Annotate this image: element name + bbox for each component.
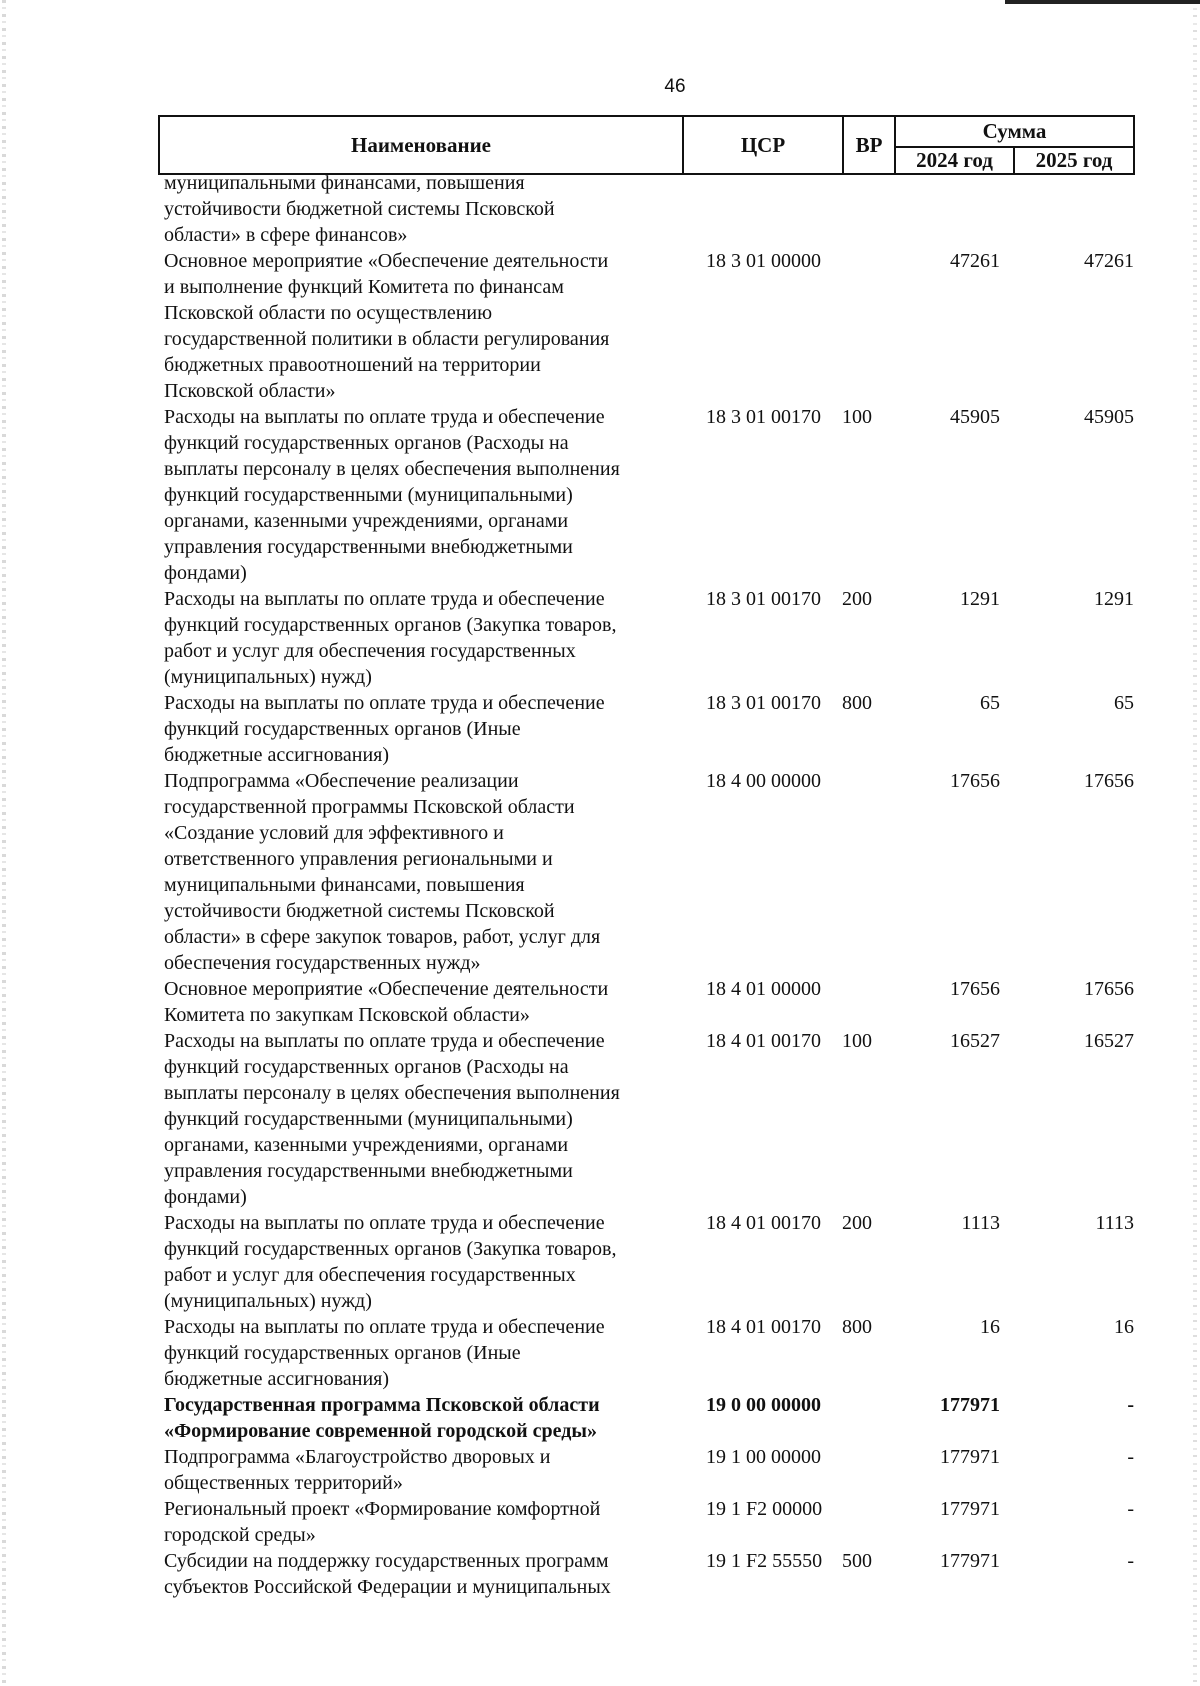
- row-csr: 18 4 00 00000: [706, 770, 821, 792]
- scan-mark-top: [1005, 0, 1200, 4]
- row-name: Расходы на выплаты по оплате труда и обеспечение функций государственных органов (Расходы на выплаты персоналу в целях обеспечения выполнения функций государственными (муниципальными) органами, казенными учреждениями, органами управления государственными внебюджетными фондами): [164, 1030, 620, 1208]
- table-row: [164, 1392, 1134, 1444]
- row-name: муниципальными финансами, повышения устойчивости бюджетной системы Псковской области» в сфере финансов»: [164, 172, 555, 246]
- header-year-2025: 2025 год: [1035, 148, 1113, 172]
- row-csr: 19 1 00 00000: [706, 1446, 821, 1468]
- row-csr: 19 1 F2 00000: [706, 1498, 823, 1520]
- table-row: [164, 1028, 1134, 1210]
- row-name: Государственная программа Псковской области «Формирование современной городской среды»: [164, 1394, 600, 1442]
- row-vr: 800: [842, 692, 872, 714]
- table-row: [164, 1496, 1134, 1548]
- scan-edge-left: [2, 0, 6, 1686]
- row-amount-2024: 1113: [961, 1212, 1000, 1234]
- table-body: [164, 170, 1134, 1600]
- table-row: [164, 586, 1134, 690]
- row-amount-2025: 45905: [1084, 406, 1134, 428]
- row-csr: 18 4 01 00170: [706, 1030, 821, 1052]
- row-amount-2024: 47261: [950, 250, 1000, 272]
- table-row: [164, 1314, 1134, 1392]
- row-amount-2024: 45905: [950, 406, 1000, 428]
- row-vr: 500: [842, 1550, 872, 1572]
- row-amount-2025: 17656: [1084, 978, 1134, 1000]
- row-amount-2025: -: [1127, 1498, 1134, 1520]
- row-amount-2024: 177971: [940, 1498, 1000, 1520]
- table-row: [164, 1548, 1134, 1600]
- row-amount-2025: 47261: [1084, 250, 1134, 272]
- header-sum: Сумма: [896, 117, 1133, 148]
- row-amount-2024: 177971: [940, 1446, 1000, 1468]
- row-amount-2025: -: [1127, 1550, 1134, 1572]
- row-vr: 200: [842, 1212, 872, 1234]
- row-name: Подпрограмма «Обеспечение реализации государственной программы Псковской области «Создание условий для эффективного и ответственного управления региональными и муниципальными финансами, повышения устойчивости бюджетной системы Псковской области» в сфере закупок товаров, работ, услуг для обеспечения государственных нужд»: [164, 770, 601, 974]
- table-row: [164, 404, 1134, 586]
- header-vr: ВР: [844, 117, 896, 173]
- row-amount-2025: 16527: [1084, 1030, 1134, 1052]
- row-amount-2025: 17656: [1084, 770, 1134, 792]
- table-row: [164, 976, 1134, 1028]
- row-csr: 18 4 01 00170: [706, 1316, 821, 1338]
- header-year-2024: 2024 год: [896, 148, 1015, 173]
- row-amount-2025: 16: [1114, 1316, 1134, 1338]
- table-row: [164, 1210, 1134, 1314]
- row-amount-2024: 16: [980, 1316, 1000, 1338]
- row-amount-2025: 1113: [1095, 1212, 1134, 1234]
- row-name: Расходы на выплаты по оплате труда и обеспечение функций государственных органов (Иные бюджетные ассигнования): [164, 692, 605, 766]
- row-amount-2024: 177971: [940, 1550, 1000, 1572]
- row-vr: 100: [842, 1030, 872, 1052]
- table-row: [164, 248, 1134, 404]
- row-name: Расходы на выплаты по оплате труда и обеспечение функций государственных органов (Иные бюджетные ассигнования): [164, 1316, 605, 1390]
- row-csr: 18 3 01 00000: [706, 250, 821, 272]
- row-csr: 19 1 F2 55550: [706, 1550, 823, 1572]
- row-amount-2025: 1291: [1094, 588, 1134, 610]
- row-amount-2024: 17656: [950, 978, 1000, 1000]
- header-name: Наименование: [160, 117, 684, 173]
- row-name: Подпрограмма «Благоустройство дворовых и общественных территорий»: [164, 1446, 551, 1494]
- table-row: [164, 690, 1134, 768]
- row-amount-2025: -: [1127, 1394, 1134, 1416]
- header-csr: ЦСР: [684, 117, 844, 173]
- row-vr: 800: [842, 1316, 872, 1338]
- row-csr: 18 3 01 00170: [706, 406, 821, 428]
- row-amount-2024: 17656: [950, 770, 1000, 792]
- row-amount-2024: 16527: [950, 1030, 1000, 1052]
- row-vr: 100: [842, 406, 872, 428]
- table-header: [158, 115, 1135, 175]
- scan-edge-right: [1193, 0, 1197, 1686]
- page-number: 46: [664, 76, 686, 97]
- row-name: Расходы на выплаты по оплате труда и обеспечение функций государственных органов (Закупка товаров, работ и услуг для обеспечения государственных (муниципальных) нужд): [164, 588, 617, 688]
- table-row: [164, 768, 1134, 976]
- row-amount-2024: 65: [980, 692, 1000, 714]
- row-vr: 200: [842, 588, 872, 610]
- row-csr: 18 4 01 00000: [706, 978, 821, 1000]
- row-name: Расходы на выплаты по оплате труда и обеспечение функций государственных органов (Закупка товаров, работ и услуг для обеспечения государственных (муниципальных) нужд): [164, 1212, 617, 1312]
- row-name: Субсидии на поддержку государственных программ субъектов Российской Федерации и муниципальных: [164, 1550, 611, 1598]
- row-name: Региональный проект «Формирование комфортной городской среды»: [164, 1498, 601, 1546]
- row-amount-2025: -: [1127, 1446, 1134, 1468]
- row-csr: 18 3 01 00170: [706, 692, 821, 714]
- row-amount-2025: 65: [1114, 692, 1134, 714]
- row-csr: 19 0 00 00000: [706, 1394, 821, 1416]
- row-amount-2024: 177971: [940, 1394, 1000, 1416]
- table-row: [164, 1444, 1134, 1496]
- row-csr: 18 4 01 00170: [706, 1212, 821, 1234]
- row-csr: 18 3 01 00170: [706, 588, 821, 610]
- row-name: Основное мероприятие «Обеспечение деятельности и выполнение функций Комитета по финансам Псковской области по осуществлению государственной политики в области регулирования бюджетных правоотношений на территории Псковской области»: [164, 250, 610, 402]
- table-row: [164, 170, 1124, 248]
- row-name: Расходы на выплаты по оплате труда и обеспечение функций государственных органов (Расходы на выплаты персоналу в целях обеспечения выполнения функций государственными (муниципальными) органами, казенными учреждениями, органами управления государственными внебюджетными фондами): [164, 406, 620, 584]
- row-amount-2024: 1291: [960, 588, 1000, 610]
- row-name: Основное мероприятие «Обеспечение деятельности Комитета по закупкам Псковской области»: [164, 978, 609, 1026]
